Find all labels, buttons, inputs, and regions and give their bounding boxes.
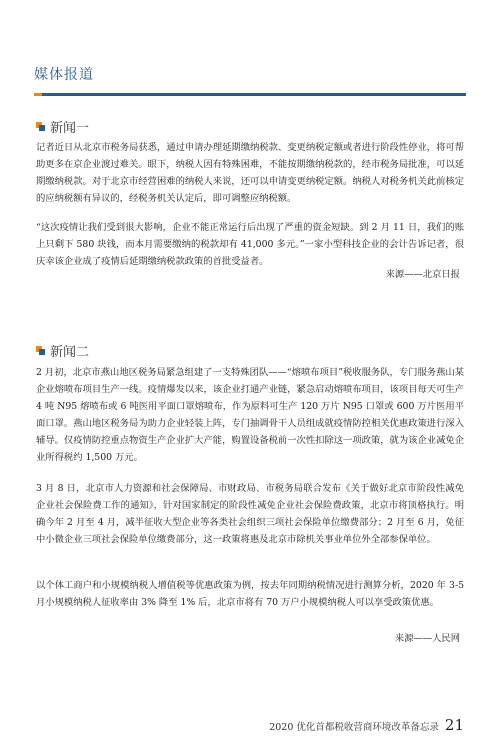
news-2-paragraph-1: 2 月初，北京市燕山地区税务局紧急组建了一支特殊团队——“熔喷布项目”税收服务队，专门服务燕山某企业熔喷布项目生产一线。疫情爆发以来，该企业打通产业链，紧急启动熔喷布项目，该项目每天可生产 4 吨 N95 熔喷布或 6 吨医用平面口罩熔喷布，作为原料可生产 120 万片 N95 口罩或 600 万片医用平面口罩。燕山地区税务局为助力企业轻装上阵，专门抽调骨干人员组成就疫情防控相关优惠政策进行深入辅导。仅疫情防控重点物资生产企业扩大产能，购置设备税前一次性扣除这一项政策，就为该企业减免企业所得税约 1,500 万元。 [36,367,464,463]
section-divider [34,93,466,96]
news-2-paragraph-2: 3 月 8 日，北京市人力资源和社会保障局、市财政局、市税务局联合发布《关于做好北京市阶段性减免企业社会保险费工作的通知》，针对国家制定的阶段性减免企业社会保险费政策，北京市将顶格执行。明确今年 2 月至 4 月，减半征收大型企业等各类社会组织三项社会保险单位缴费部分；2 月至 6 月，免征中小微企业三项社会保险单位缴费部分，这一政策将惠及北京市除机关事业单位外全部参保单位。 [36,483,464,545]
square-bullet-icon [36,346,45,355]
news-1-paragraph-2: “这次疫情让我们受到很大影响，企业不能正常运行后出现了严重的资金短缺。到 2 月 11 日，我们的账上只剩下 580 块钱，而本月需要缴纳的税款却有 41,000 多元。”一家小型科技企业的会计告诉记者，很庆幸该企业成了疫情后延期缴纳税款政策的首批受益者。 [36,222,464,267]
news-1-paragraph-1: 记者近日从北京市税务局获悉，通过申请办理延期缴纳税款、变更纳税定额或者进行阶段性停业，将可帮助更多在京企业渡过难关。眼下，纳税人因有特殊困难，不能按期缴纳税款的，经市税务局批准，可以延期缴纳税款。对于北京市经营困难的纳税人来说，还可以申请变更纳税定额。纳税人对税务机关此前核定的应纳税额有异议的，经税务机关认定后，即可调整应纳税额。 [36,142,464,204]
news-heading-label: 新闻一 [50,121,90,136]
section-title: 媒体报道 [34,67,94,83]
news-2-paragraph-3: 以个体工商户和小规模纳税人增值税等优惠政策为例，按去年同期纳税情况进行测算分析，2020 年 3-5 月小规模纳税人征收率由 3% 降至 1% 后，北京市将有 70 万户小规模纳税人可以享受政策优惠。 [36,580,464,608]
news-heading-label: 新闻二 [50,345,90,360]
news-2-source: 来源——人民网 [394,633,460,644]
news-heading-1 [36,117,89,136]
news-1-source: 来源——北京日报 [385,269,460,280]
page-number: 21 [444,716,464,734]
news-heading-2 [36,341,89,360]
page-footer [269,716,464,734]
square-bullet-icon [36,122,45,131]
footer-title: 2020 优化首都税收营商环境改革备忘录 [269,722,439,733]
